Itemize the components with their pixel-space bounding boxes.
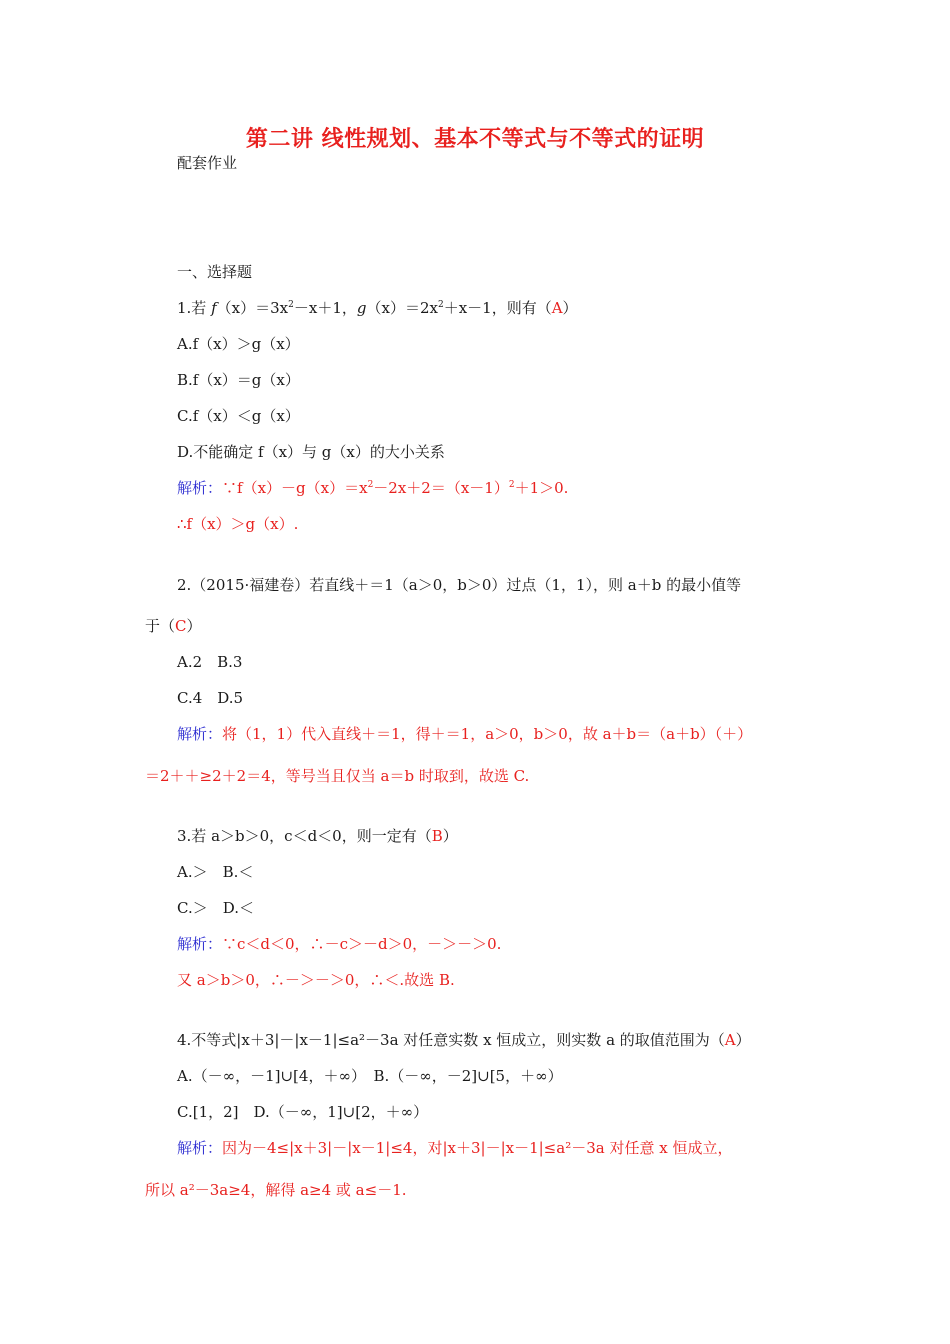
question-4-analysis-line-1: 解析：因为－4≤|x＋3|－|x－1|≤4，对|x＋3|－|x－1|≤a²－3a 对任意 x 恒成立， xyxy=(177,1139,733,1157)
question-3-stem: 3.若 a＞b＞0，c＜d＜0，则一定有（B） xyxy=(177,827,458,845)
subtitle: 配套作业 xyxy=(177,154,238,172)
question-2-answer: C xyxy=(175,617,187,635)
document-title: 第二讲 线性规划、基本不等式与不等式的证明 xyxy=(245,127,705,152)
question-4-options-cd: C.[1，2] D.（－∞，1]∪[2，＋∞） xyxy=(177,1103,429,1121)
question-1-analysis-line-1: 解析：$\because f(x)-g(x)=x^2-2x+2=(x-1)^2+1>0$. xyxy=(177,479,569,497)
question-3-answer: B xyxy=(431,827,443,845)
question-3-analysis-line-2: 又 a＞b＞0，∴－＞－＞0，∴＜.故选 B. xyxy=(177,971,455,989)
question-2-analysis-line-2: ＝2＋＋≥2＋2＝4，等号当且仅当 a＝b 时取到，故选 C. xyxy=(145,767,530,785)
question-2-options-cd: C.4 D.5 xyxy=(177,689,244,707)
analysis-label: 解析： xyxy=(177,479,223,497)
question-1-analysis-line-2: ∴f（x）＞g（x）. xyxy=(177,515,299,533)
question-2-stem-line-2: 于（C） xyxy=(145,617,202,635)
question-1-option-b: B.f（x）＝g（x） xyxy=(177,371,300,389)
question-1-option-c: C.f（x）＜g（x） xyxy=(177,407,300,425)
question-1-stem: 1.若 $f(x)=3x^2-x+1$，$g(x)=2x^2+x-1$，则有（A） xyxy=(177,299,578,317)
question-4-stem: 4.不等式|x＋3|－|x－1|≤a²－3a 对任意实数 x 恒成立，则实数 a 的取值范围为（A） xyxy=(177,1031,751,1049)
question-4-analysis-line-2: 所以 a²－3a≥4，解得 a≥4 或 a≤－1. xyxy=(145,1181,407,1199)
question-1-option-d: D.不能确定 f（x）与 g（x）的大小关系 xyxy=(177,443,445,461)
question-2-stem-line-1: 2.（2015·福建卷）若直线＋＝1（a＞0，b＞0）过点（1，1），则 a＋b 的最小值等 xyxy=(177,576,742,594)
question-3-options-cd: C.＞ D.＜ xyxy=(177,899,254,917)
question-4-answer: A xyxy=(724,1031,736,1049)
question-3-analysis-line-1: 解析：∵c＜d＜0，∴－c＞－d＞0，－＞－＞0. xyxy=(177,935,502,953)
analysis-label: 解析： xyxy=(177,1139,223,1157)
question-4-options-ab: A.（－∞，－1]∪[4，＋∞） B.（－∞，－2]∪[5，＋∞） xyxy=(177,1067,563,1085)
question-2-analysis-line-1: 解析：将（1，1）代入直线＋＝1，得＋＝1，a＞0，b＞0，故 a＋b＝（a＋b）（＋） xyxy=(177,725,753,743)
question-3-options-ab: A.＞ B.＜ xyxy=(177,863,254,881)
question-1-option-a: A.f（x）＞g（x） xyxy=(177,335,300,353)
section-heading: 一、选择题 xyxy=(177,263,253,281)
question-1-answer: A xyxy=(551,299,563,317)
analysis-label: 解析： xyxy=(177,725,223,743)
analysis-label: 解析： xyxy=(177,935,223,953)
question-2-options-ab: A.2 B.3 xyxy=(177,653,243,671)
